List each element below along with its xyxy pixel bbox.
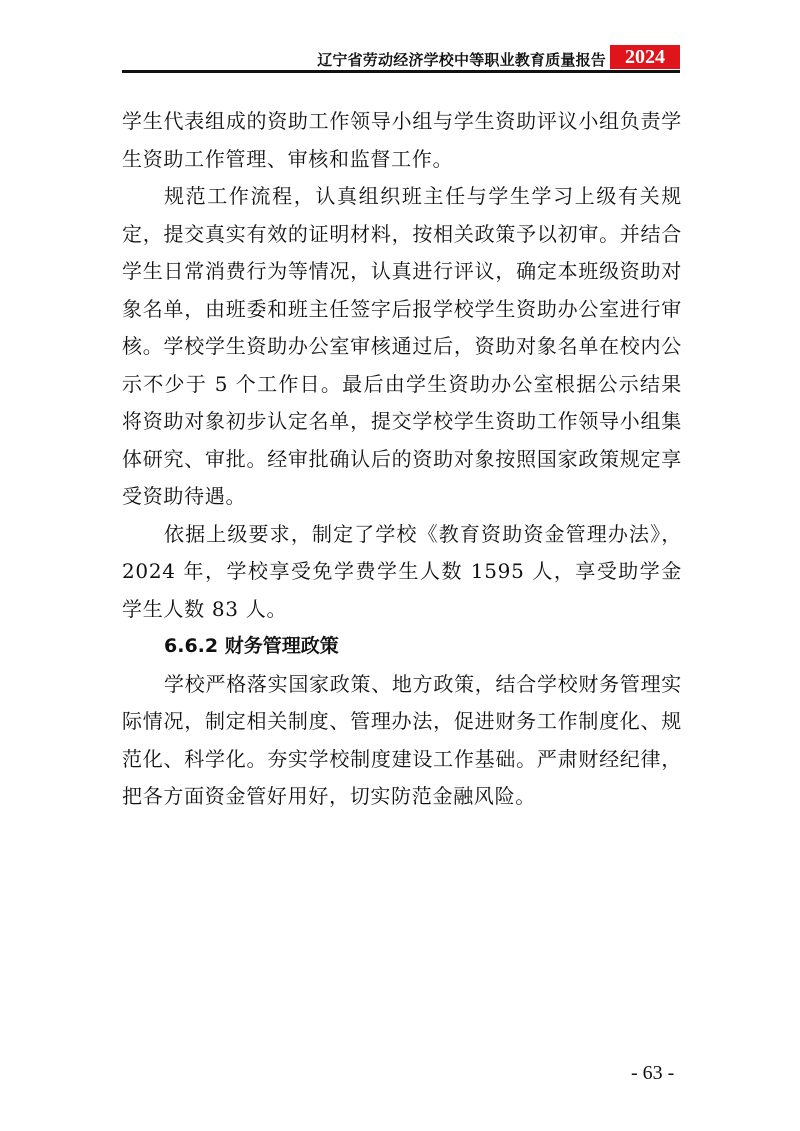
paragraph-continued: 学生代表组成的资助工作领导小组与学生资助评议小组负责学生资助工作管理、审核和监督工作。 [122, 109, 682, 171]
paragraph-funding-stats: 依据上级要求，制定了学校《教育资助资金管理办法》，2024 年，学校享受免学费学生人数 1595 人，享受助学金学生人数 83 人。 [122, 521, 682, 621]
report-title: 辽宁省劳动经济学校中等职业教育质量报告 [317, 51, 606, 69]
page-number: - 63 - [631, 1062, 675, 1084]
document-body [122, 103, 682, 816]
paragraph-finance-policy: 学校严格落实国家政策、地方政策，结合学校财务管理实际情况，制定相关制度、管理办法，促进财务工作制度化、规范化、科学化。夯实学校制度建设工作基础。严肃财经纪律，把各方面资金管好用好，切实防范金融风险。 [122, 671, 682, 808]
section-heading: 6.6.2 财务管理政策 [164, 635, 339, 657]
paragraph-workflow: 规范工作流程，认真组织班主任与学生学习上级有关规定，提交真实有效的证明材料，按相关政策予以初审。并结合学生日常消费行为等情况，认真进行评议，确定本班级资助对象名单，由班委和班主任签字后报学校学生资助办公室进行审核。学校学生资助办公室审核通过后，资助对象名单在校内公示不少于 5 个工作日。最后由学生资助办公室根据公示结果将资助对象初步认定名单，提交学校学生资助工作领导小组集体研究、审批。经审批确认后的资助对象按照国家政策规定享受资助待遇。 [122, 184, 682, 508]
header-divider [122, 70, 680, 73]
report-year-badge: 2024 [610, 45, 680, 69]
page-header [122, 48, 680, 70]
